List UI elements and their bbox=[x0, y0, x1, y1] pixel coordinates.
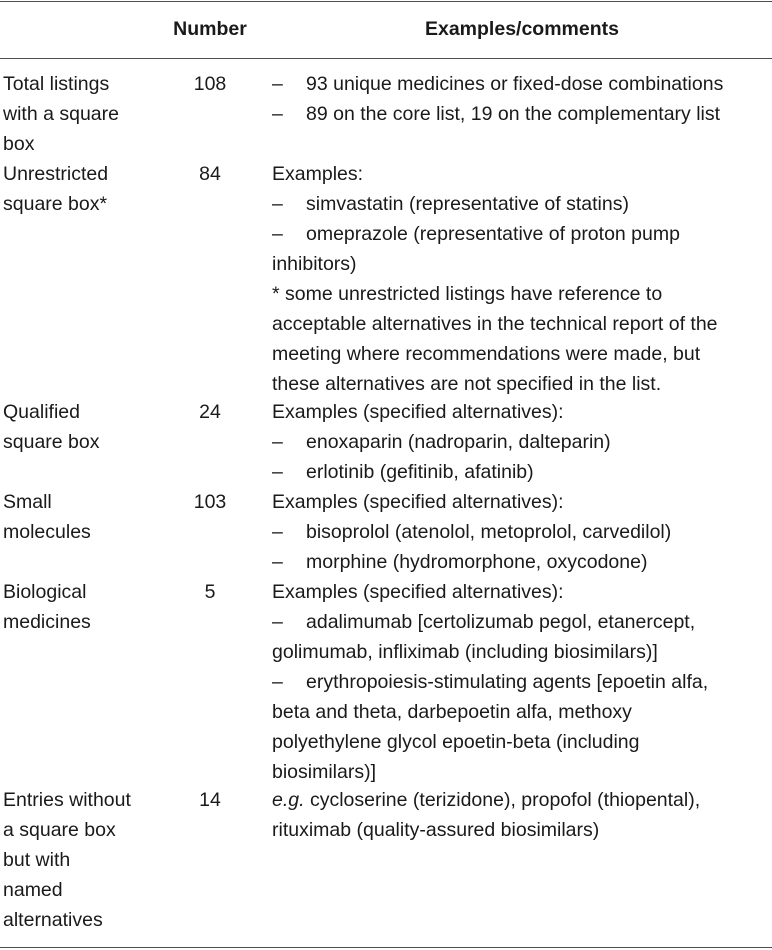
table-bottom-rule bbox=[0, 947, 772, 948]
row-number: 84 bbox=[199, 163, 221, 185]
table-top-rule bbox=[0, 1, 772, 2]
row-number: 103 bbox=[193, 491, 227, 513]
bullet: – omeprazole (representative of proton pump bbox=[272, 223, 680, 245]
bullet: – bisoprolol (atenolol, metoprolol, carvedilol) bbox=[272, 521, 672, 543]
row-examples: e.g. cycloserine (terizidone), propofol (thiopental), rituximab (quality-assured biosimilars) bbox=[272, 789, 701, 841]
bullet: – adalimumab [certolizumab pegol, etanercept, bbox=[272, 611, 696, 633]
header-examples: Examples/comments bbox=[424, 18, 619, 40]
row-label: Unrestricted square box* bbox=[3, 163, 109, 215]
row-number: 24 bbox=[199, 401, 221, 423]
row-examples: Examples (specified alternatives): – bisoprolol (atenolol, metoprolol, carvedilol) – morphine (hydromorphone, oxycodone) bbox=[272, 487, 772, 577]
row-number: 108 bbox=[193, 73, 227, 95]
row-examples bbox=[272, 69, 772, 129]
bullet: – enoxaparin (nadroparin, dalteparin) bbox=[272, 431, 611, 453]
bullet: – 93 unique medicines or fixed-dose combinations bbox=[272, 73, 724, 95]
row-label: Biological medicines bbox=[3, 581, 91, 633]
eg-abbrev: e.g. bbox=[272, 789, 305, 811]
row-number: 14 bbox=[199, 789, 221, 811]
row-label: Entries without a square box but with named alternatives bbox=[3, 789, 131, 931]
row-label: Small molecules bbox=[3, 491, 91, 543]
footnote: * some unrestricted listings have reference to bbox=[272, 283, 663, 305]
bullet: – 89 on the core list, 19 on the complementary list bbox=[272, 103, 721, 125]
row-label: Total listings with a square box bbox=[3, 73, 119, 155]
row-examples: Examples (specified alternatives): – adalimumab [certolizumab pegol, etanercept, golimumab, infliximab (including biosimilars)] – erythropoiesis-stimulating agents [epoetin alfa, beta and theta, darbepoetin alfa, methoxy polyethylene glycol epoetin-beta (including biosimilars)] bbox=[272, 577, 772, 787]
table-header-rule bbox=[0, 58, 772, 59]
row-label: Qualified square box bbox=[3, 401, 100, 453]
bullet: – erlotinib (gefitinib, afatinib) bbox=[272, 461, 534, 483]
row-number: 5 bbox=[204, 581, 216, 603]
bullet: – erythropoiesis-stimulating agents [epoetin alfa, bbox=[272, 671, 709, 693]
bullet: – morphine (hydromorphone, oxycodone) bbox=[272, 551, 648, 573]
row-examples: Examples: – simvastatin (representative of statins) – omeprazole (representative of proton pump inhibitors) * some unrestricted listings have reference to acceptable alternatives in the technical report of the meeting where recommendations were made, but these alternatives are not specified in the list. bbox=[272, 159, 772, 399]
header-number: Number bbox=[173, 18, 247, 40]
row-examples: Examples (specified alternatives): – enoxaparin (nadroparin, dalteparin) – erlotinib (gefitinib, afatinib) bbox=[272, 397, 772, 487]
bullet: – simvastatin (representative of statins) bbox=[272, 193, 629, 215]
